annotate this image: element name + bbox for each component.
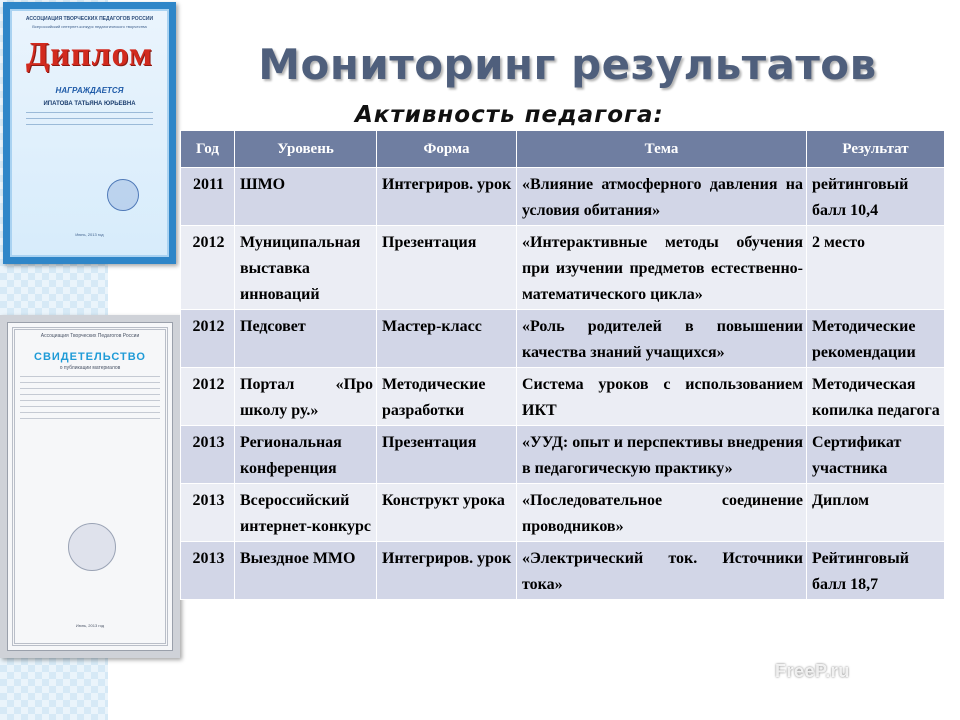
- diploma-name: ИПАТОВА ТАТЬЯНА ЮРЬЕВНА: [43, 101, 136, 107]
- diploma-image: [3, 2, 176, 264]
- cell-form: Мастер-класс: [377, 310, 517, 368]
- cell-topic: «Интерактивные методы обучения при изучении предметов естественно-математического цикла»: [517, 226, 807, 310]
- cell-year: 2011: [181, 168, 235, 226]
- certificate-header: Ассоциация Творческих Педагогов России: [40, 333, 140, 339]
- cell-year: 2012: [181, 368, 235, 426]
- watermark-text: FreeP.ru: [775, 661, 850, 681]
- table-row: [181, 310, 945, 368]
- cell-form: Интегриров. урок: [377, 542, 517, 600]
- cell-form: Интегриров. урок: [377, 168, 517, 226]
- header-level: Уровень: [235, 131, 377, 168]
- cell-topic: «Последовательное соединение проводников»: [517, 484, 807, 542]
- cell-form: Методические разработки: [377, 368, 517, 426]
- cell-topic: «Влияние атмосферного давления на условия обитания»: [517, 168, 807, 226]
- cell-topic: «Роль родителей в повышении качества знаний учащихся»: [517, 310, 807, 368]
- table-row: [181, 168, 945, 226]
- diploma-sheet: [10, 9, 169, 257]
- table-row: [181, 368, 945, 426]
- cell-level: Педсовет: [235, 310, 377, 368]
- certificate-sheet: [7, 322, 173, 651]
- cell-form: Конструкт урока: [377, 484, 517, 542]
- cell-result: Рейтинговый балл 18,7: [807, 542, 945, 600]
- header-year: Год: [181, 131, 235, 168]
- cell-level: Портал «Про школу ру.»: [235, 368, 377, 426]
- cell-topic: «УУД: опыт и перспективы внедрения в педагогическую практику»: [517, 426, 807, 484]
- certificate-city: Июнь, 2013 год: [75, 623, 105, 628]
- diploma-awarded: НАГРАЖДАЕТСЯ: [55, 86, 124, 95]
- cell-form: Презентация: [377, 226, 517, 310]
- results-table: [180, 130, 945, 600]
- header-result: Результат: [807, 131, 945, 168]
- cell-result: Диплом: [807, 484, 945, 542]
- diploma-association: АССОЦИАЦИЯ ТВОРЧЕСКИХ ПЕДАГОГОВ РОССИИ: [25, 16, 154, 22]
- cell-year: 2013: [181, 542, 235, 600]
- table-row: [181, 542, 945, 600]
- cell-result: рейтинговый балл 10,4: [807, 168, 945, 226]
- table-header-row: [181, 131, 945, 168]
- table-row: [181, 426, 945, 484]
- cell-topic: «Электрический ток. Источники тока»: [517, 542, 807, 600]
- diploma-text-lines: [12, 112, 167, 125]
- cell-level: Региональная конференция: [235, 426, 377, 484]
- cell-year: 2012: [181, 310, 235, 368]
- cell-result: 2 место: [807, 226, 945, 310]
- cell-level: ШМО: [235, 168, 377, 226]
- certificate-subtitle: о публикации материалов: [59, 365, 121, 371]
- diploma-seal-icon: [107, 179, 139, 211]
- diploma-contest: Всероссийский интернет-конкурс педагогического творчества: [32, 24, 147, 29]
- certificate-seal-icon: [68, 523, 116, 571]
- header-topic: Тема: [517, 131, 807, 168]
- cell-result: Сертификат участника: [807, 426, 945, 484]
- cell-form: Презентация: [377, 426, 517, 484]
- page-subtitle: Активность педагога:: [355, 102, 664, 128]
- page-title: Мониторинг результатов: [258, 40, 877, 89]
- cell-level: Муниципальная выставка инноваций: [235, 226, 377, 310]
- cell-year: 2013: [181, 484, 235, 542]
- cell-year: 2012: [181, 226, 235, 310]
- header-form: Форма: [377, 131, 517, 168]
- cell-result: Методическая копилка педагога: [807, 368, 945, 426]
- cell-result: Методические рекомендации: [807, 310, 945, 368]
- certificate-text-lines: [8, 376, 172, 419]
- diploma-city: Июнь, 2013 год: [75, 232, 104, 237]
- certificate-image: [0, 315, 180, 658]
- cell-topic: Система уроков с использованием ИКТ: [517, 368, 807, 426]
- table-row: [181, 484, 945, 542]
- cell-level: Выездное ММО: [235, 542, 377, 600]
- table-row: [181, 226, 945, 310]
- diploma-title: Диплом: [25, 36, 154, 73]
- certificate-title: СВИДЕТЕЛЬСТВО: [34, 351, 146, 363]
- cell-year: 2013: [181, 426, 235, 484]
- cell-level: Всероссийский интернет-конкурс: [235, 484, 377, 542]
